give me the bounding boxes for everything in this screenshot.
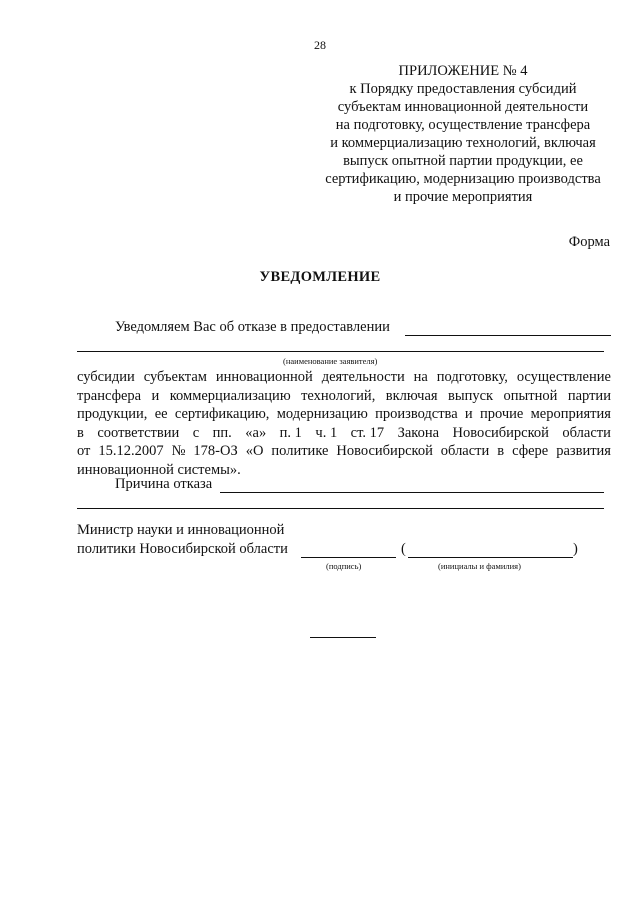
- appendix-line: выпуск опытной партии продукции, ее: [343, 153, 583, 169]
- signature-title-line-1: Министр науки и инновационной: [77, 522, 285, 538]
- body-line: трансфера и коммерциализацию технологий, включая выпуск опытной партии: [77, 387, 611, 404]
- appendix-line: субъектам инновационной деятельности: [337, 99, 589, 115]
- page-number: 28: [314, 38, 326, 52]
- end-separator-line: [310, 637, 376, 638]
- form-label: Форма: [568, 234, 610, 250]
- signature-title-line-2: политики Новосибирской области: [77, 541, 288, 557]
- applicant-caption: (наименование заявителя): [283, 356, 378, 366]
- body-line: от 15.12.2007 № 178-ОЗ «О политике Новосибирской области в сфере развития: [77, 443, 611, 459]
- signature-blank-line: [301, 557, 396, 558]
- appendix-line: к Порядку предоставления субсидий: [349, 81, 577, 97]
- body-line: субсидии субъектам инновационной деятельности на подготовку, осуществление: [77, 369, 611, 385]
- body-line-last: инновационной системы».: [77, 461, 241, 478]
- body-paragraph: [77, 368, 611, 479]
- signature-caption: (подпись): [326, 561, 362, 571]
- name-close-paren: ): [573, 541, 578, 557]
- appendix-line: на подготовку, осуществление трансфера: [335, 117, 591, 133]
- reason-label: Причина отказа: [115, 476, 213, 492]
- notify-text: Уведомляем Вас об отказе в предоставлении: [115, 319, 390, 335]
- name-open-paren: (: [401, 541, 406, 557]
- name-blank-line: [408, 557, 573, 558]
- reason-blank-line-2: [77, 508, 604, 509]
- applicant-blank-line-2: [77, 351, 604, 352]
- body-line: в соответствии с пп. «а» п. 1 ч. 1 ст. 17 Закона Новосибирской области: [77, 424, 611, 441]
- reason-blank-line-1: [220, 492, 604, 493]
- body-line: продукции, ее сертификацию, модернизацию производства и прочие мероприятия: [77, 406, 611, 422]
- document-title: УВЕДОМЛЕНИЕ: [259, 269, 381, 285]
- appendix-header: [310, 62, 616, 206]
- appendix-line: сертификацию, модернизацию производства: [325, 171, 601, 187]
- appendix-line: и коммерциализацию технологий, включая: [330, 135, 596, 151]
- appendix-line: и прочие мероприятия: [393, 189, 533, 205]
- name-caption: (инициалы и фамилия): [438, 561, 521, 571]
- applicant-blank-line-1: [405, 335, 611, 336]
- appendix-line: ПРИЛОЖЕНИЕ № 4: [398, 63, 528, 79]
